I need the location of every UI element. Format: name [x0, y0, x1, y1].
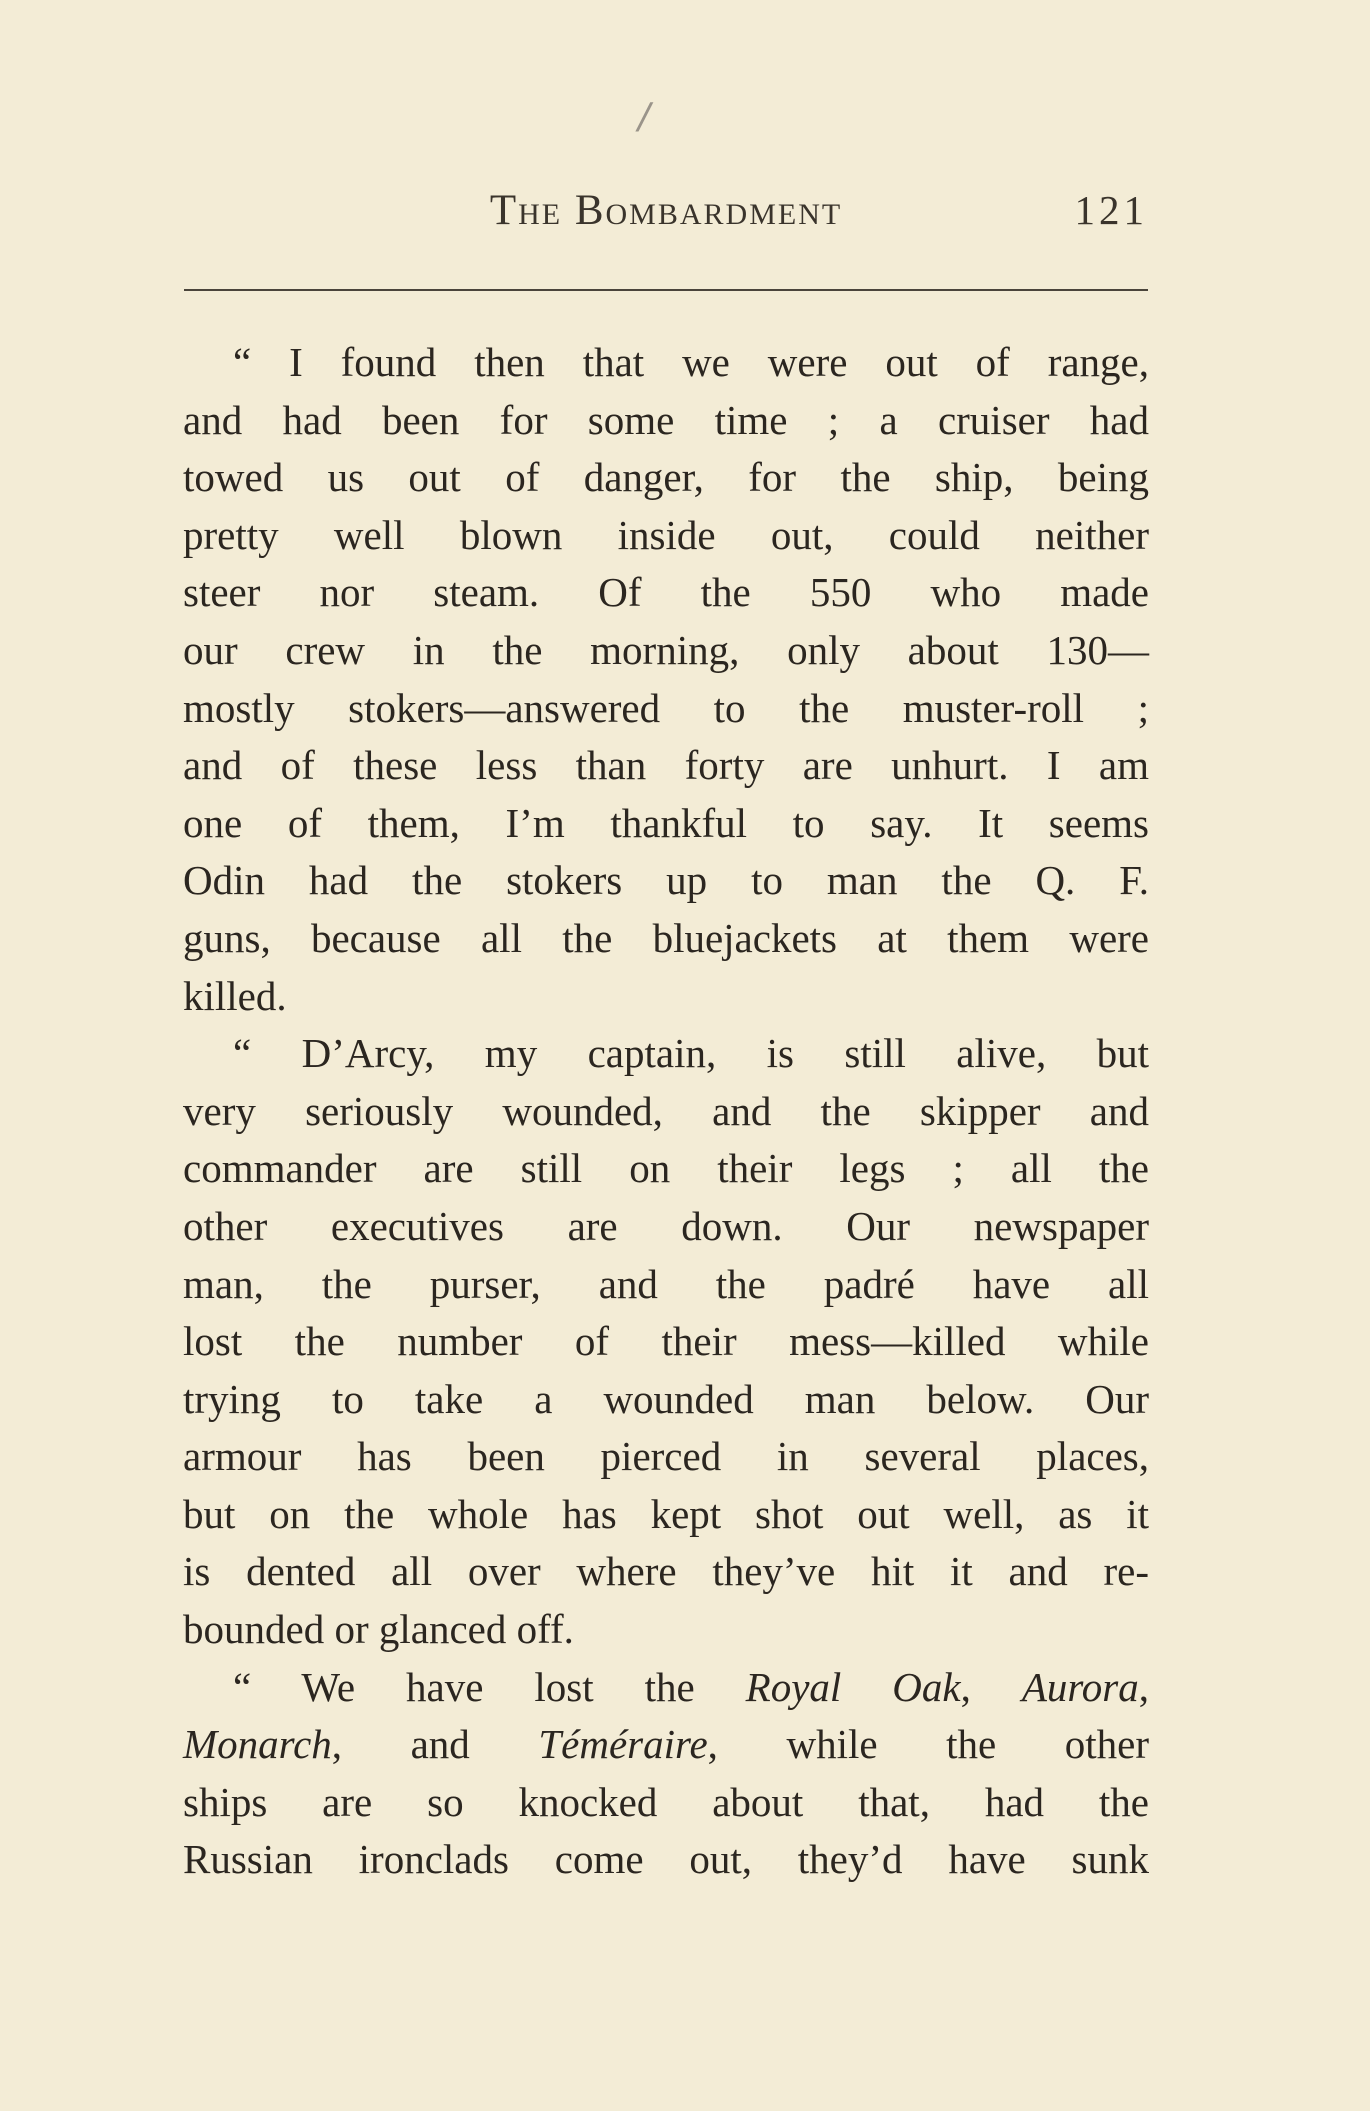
- text-line: very seriously wounded, and the skipper and: [183, 1087, 1149, 1134]
- text-line: “ I found then that we were out of range,: [233, 339, 1149, 385]
- italic-ship-name: Royal Oak: [745, 1663, 961, 1710]
- text-line: ships are so knocked about that, had the: [183, 1778, 1149, 1825]
- text-line: steer nor steam. Of the 550 who made: [183, 569, 1149, 616]
- text-line: but on the whole has kept shot out well, as it: [183, 1490, 1149, 1537]
- text-line: armour has been pierced in several places,: [183, 1433, 1149, 1480]
- text-line: and had been for some time ; a cruiser had: [183, 396, 1149, 443]
- text-line: bounded or glanced off.: [183, 1606, 574, 1653]
- body-text: [183, 334, 1149, 1889]
- text-segment: ,: [960, 1663, 1022, 1710]
- pencil-mark: /: [638, 96, 651, 137]
- italic-ship-name: Téméraire: [538, 1721, 708, 1768]
- text-line: and of these less than forty are unhurt. I am: [183, 742, 1149, 789]
- text-line: killed.: [183, 972, 287, 1019]
- text-line: towed us out of danger, for the ship, being: [183, 454, 1149, 501]
- text-line: “ D’Arcy, my captain, is still alive, but: [233, 1030, 1149, 1077]
- text-segment: , while the other: [707, 1721, 1149, 1768]
- text-line: [183, 1659, 1149, 1717]
- text-line: pretty well blown inside out, could neither: [183, 511, 1149, 558]
- running-title: The Bombardment: [489, 187, 843, 234]
- text-line: our crew in the morning, only about 130—: [183, 626, 1149, 673]
- text-line: one of them, I’m thankful to say. It seems: [183, 799, 1149, 846]
- header-rule: [184, 289, 1148, 291]
- text-line: [183, 1716, 1149, 1774]
- text-segment: “ We have lost the: [233, 1663, 746, 1710]
- text-line: commander are still on their legs ; all the: [183, 1145, 1149, 1192]
- text-line: trying to take a wounded man below. Our: [183, 1375, 1149, 1422]
- italic-ship-name: Monarch: [183, 1721, 332, 1768]
- text-line: man, the purser, and the padré have all: [183, 1260, 1149, 1307]
- text-line: mostly stokers—answered to the muster-roll ;: [183, 684, 1149, 731]
- running-head: [184, 182, 1148, 242]
- text-line: is dented all over where they’ve hit it and re-: [183, 1548, 1149, 1595]
- text-line: other executives are down. Our newspaper: [183, 1202, 1149, 1249]
- text-line: lost the number of their mess—killed while: [183, 1318, 1149, 1365]
- text-segment: , and: [331, 1721, 539, 1768]
- text-line: Odin had the stokers up to man the Q. F.: [183, 857, 1149, 904]
- page-number: 121: [1074, 187, 1148, 233]
- text-line: guns, because all the bluejackets at them were: [183, 914, 1149, 961]
- text-line: Russian ironclads come out, they’d have sunk: [183, 1836, 1149, 1883]
- text-segment: ,: [1138, 1663, 1150, 1710]
- italic-ship-name: Aurora: [1021, 1663, 1139, 1710]
